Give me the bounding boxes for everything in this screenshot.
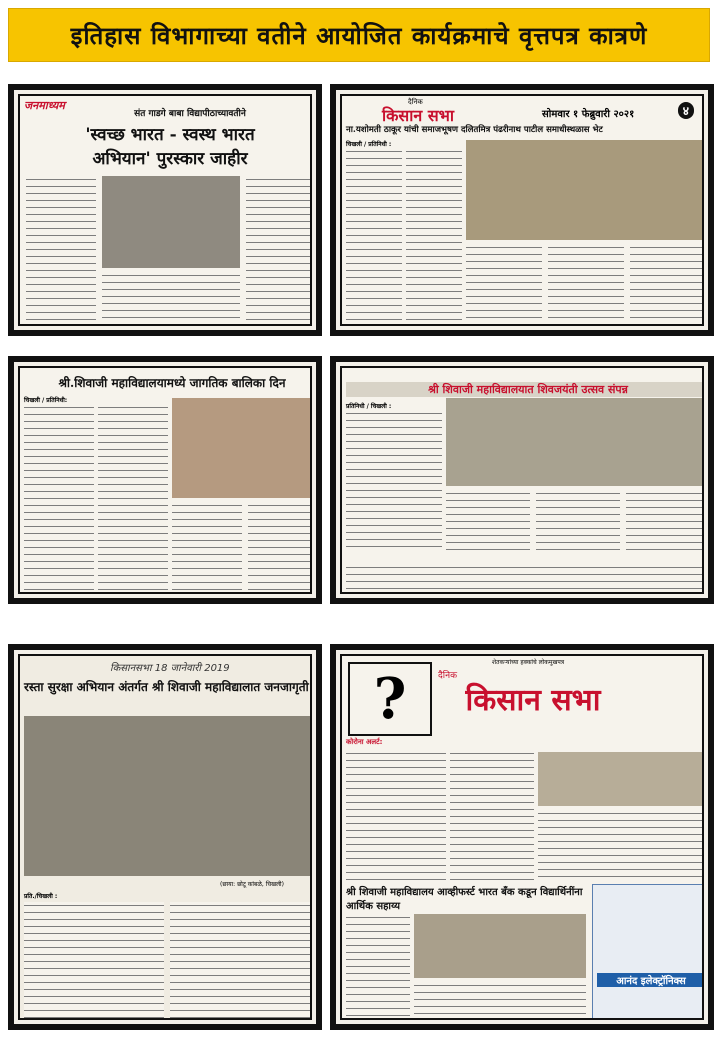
clip1-column-1 xyxy=(26,176,96,326)
clipping-swachh-bharat xyxy=(8,84,322,336)
clip5-handwritten-note: किसानसभा 18 जानेवारी 2019 xyxy=(110,663,230,674)
clip6-ad-electronics xyxy=(592,884,704,1020)
clip6-headline-main: श्री शिवाजी महाविद्यालय आव्हीफर्स्ट भारत बँक कडून विद्यार्थिनींना आर्थिक सहाय्य xyxy=(346,887,583,912)
clip1-headline-2: अभियान' पुरस्कार जाहीर xyxy=(92,149,248,169)
clip4-column-3 xyxy=(536,490,620,552)
clip6-column-right xyxy=(538,810,704,880)
clip3-headline: श्री.शिवाजी महाविद्यालयामध्ये जागतिक बालिका दिन xyxy=(58,376,286,390)
clip1-headline-1: 'स्वच्छ भारत - स्वस्थ भारत xyxy=(85,125,255,145)
clip2-masthead: किसान सभा xyxy=(382,106,455,125)
clipping-shivjayanti xyxy=(330,356,714,604)
clip2-photo-memorial xyxy=(466,140,704,240)
clip5-photo-event xyxy=(24,716,312,876)
clip6-column-bottom-mid xyxy=(414,982,586,1020)
clipping-yashomati-visit xyxy=(330,84,714,336)
clip3-column-2 xyxy=(98,404,168,594)
clip6-photo-office xyxy=(538,752,704,806)
question-mark-icon: ? xyxy=(348,662,432,736)
clip1-column-2 xyxy=(246,176,312,326)
clip1-masthead: जनमाध्यम xyxy=(24,99,65,112)
clip5-caption: (छाया: छोटू कांबळे, चिखली) xyxy=(220,881,284,888)
clipping-balika-din xyxy=(8,356,322,604)
clip6-ad-title: आनंद इलेक्ट्रॉनिक्स xyxy=(597,973,704,987)
clipping-bank-aid xyxy=(330,644,714,1030)
clip4-footer-text xyxy=(346,564,704,594)
clip1-kicker: संत गाडगे बाबा विद्यापीठाच्यावतीने xyxy=(134,109,246,119)
clip5-dateline: प्रति./चिखली : xyxy=(24,893,58,900)
clip6-column-bottom-left xyxy=(346,914,410,1020)
clip3-column-1 xyxy=(24,404,94,594)
clip2-column-1 xyxy=(346,148,402,326)
clip5-body-left xyxy=(24,902,164,1020)
clip6-column-mid xyxy=(450,750,534,880)
clipping-road-safety xyxy=(8,644,322,1030)
clip4-column-4 xyxy=(626,490,704,552)
clip3-photo-event xyxy=(172,398,312,498)
clip2-dateline: चिखली / प्रतिनिधी : xyxy=(346,141,392,148)
clip2-column-2 xyxy=(406,148,462,326)
clip6-covid: कोरोना अलर्ट: xyxy=(346,738,383,746)
clip2-column-3 xyxy=(466,244,542,326)
clip6-photo-students xyxy=(414,914,586,978)
page-banner xyxy=(8,8,710,62)
clip1-column-3 xyxy=(102,272,240,326)
clip2-column-4 xyxy=(548,244,624,326)
clip6-column-left xyxy=(346,750,446,880)
clip2-brand-small: दैनिक xyxy=(408,98,423,106)
clip2-date: सोमवार १ फेब्रुवारी २०२१ xyxy=(542,109,635,120)
clip3-column-4 xyxy=(248,502,312,594)
clip4-column-2 xyxy=(446,490,530,552)
clip6-brand-small: दैनिक xyxy=(438,671,458,681)
clip2-page: ४ xyxy=(678,102,694,119)
clip1-photo-gate xyxy=(102,176,240,268)
clip2-column-5 xyxy=(630,244,704,326)
clip6-masthead: किसान सभा xyxy=(465,683,601,718)
clip4-photo-event xyxy=(446,398,704,486)
clip5-headline: रस्ता सुरक्षा अभियान अंतर्गत श्री शिवाजी महाविद्यालात जनजागृती xyxy=(24,680,309,694)
clip6-tagline: शेतकऱ्यांच्या हक्कांचे लोकमुखपत्र xyxy=(492,659,565,666)
clip4-headline: श्री शिवाजी महाविद्यालयात शिवजयंती उत्सव संपन्न xyxy=(346,382,704,397)
clip4-dateline: प्रतिनिधी / चिखली : xyxy=(346,403,392,410)
clip3-column-3 xyxy=(172,502,242,594)
clip3-dateline: चिखली / प्रतिनिधी: xyxy=(24,397,68,404)
clip5-body-right xyxy=(170,902,312,1020)
banner-title: इतिहास विभागाच्या वतीने आयोजित कार्यक्रमाचे वृत्तपत्र कात्रणे xyxy=(70,21,648,50)
clip2-headline: ना.यशोमती ठाकूर यांची समाजभूषण दलितमित्र पंढरीनाथ पाटील समाधीस्थळास भेट xyxy=(346,125,603,135)
clip4-column-1 xyxy=(346,410,442,552)
